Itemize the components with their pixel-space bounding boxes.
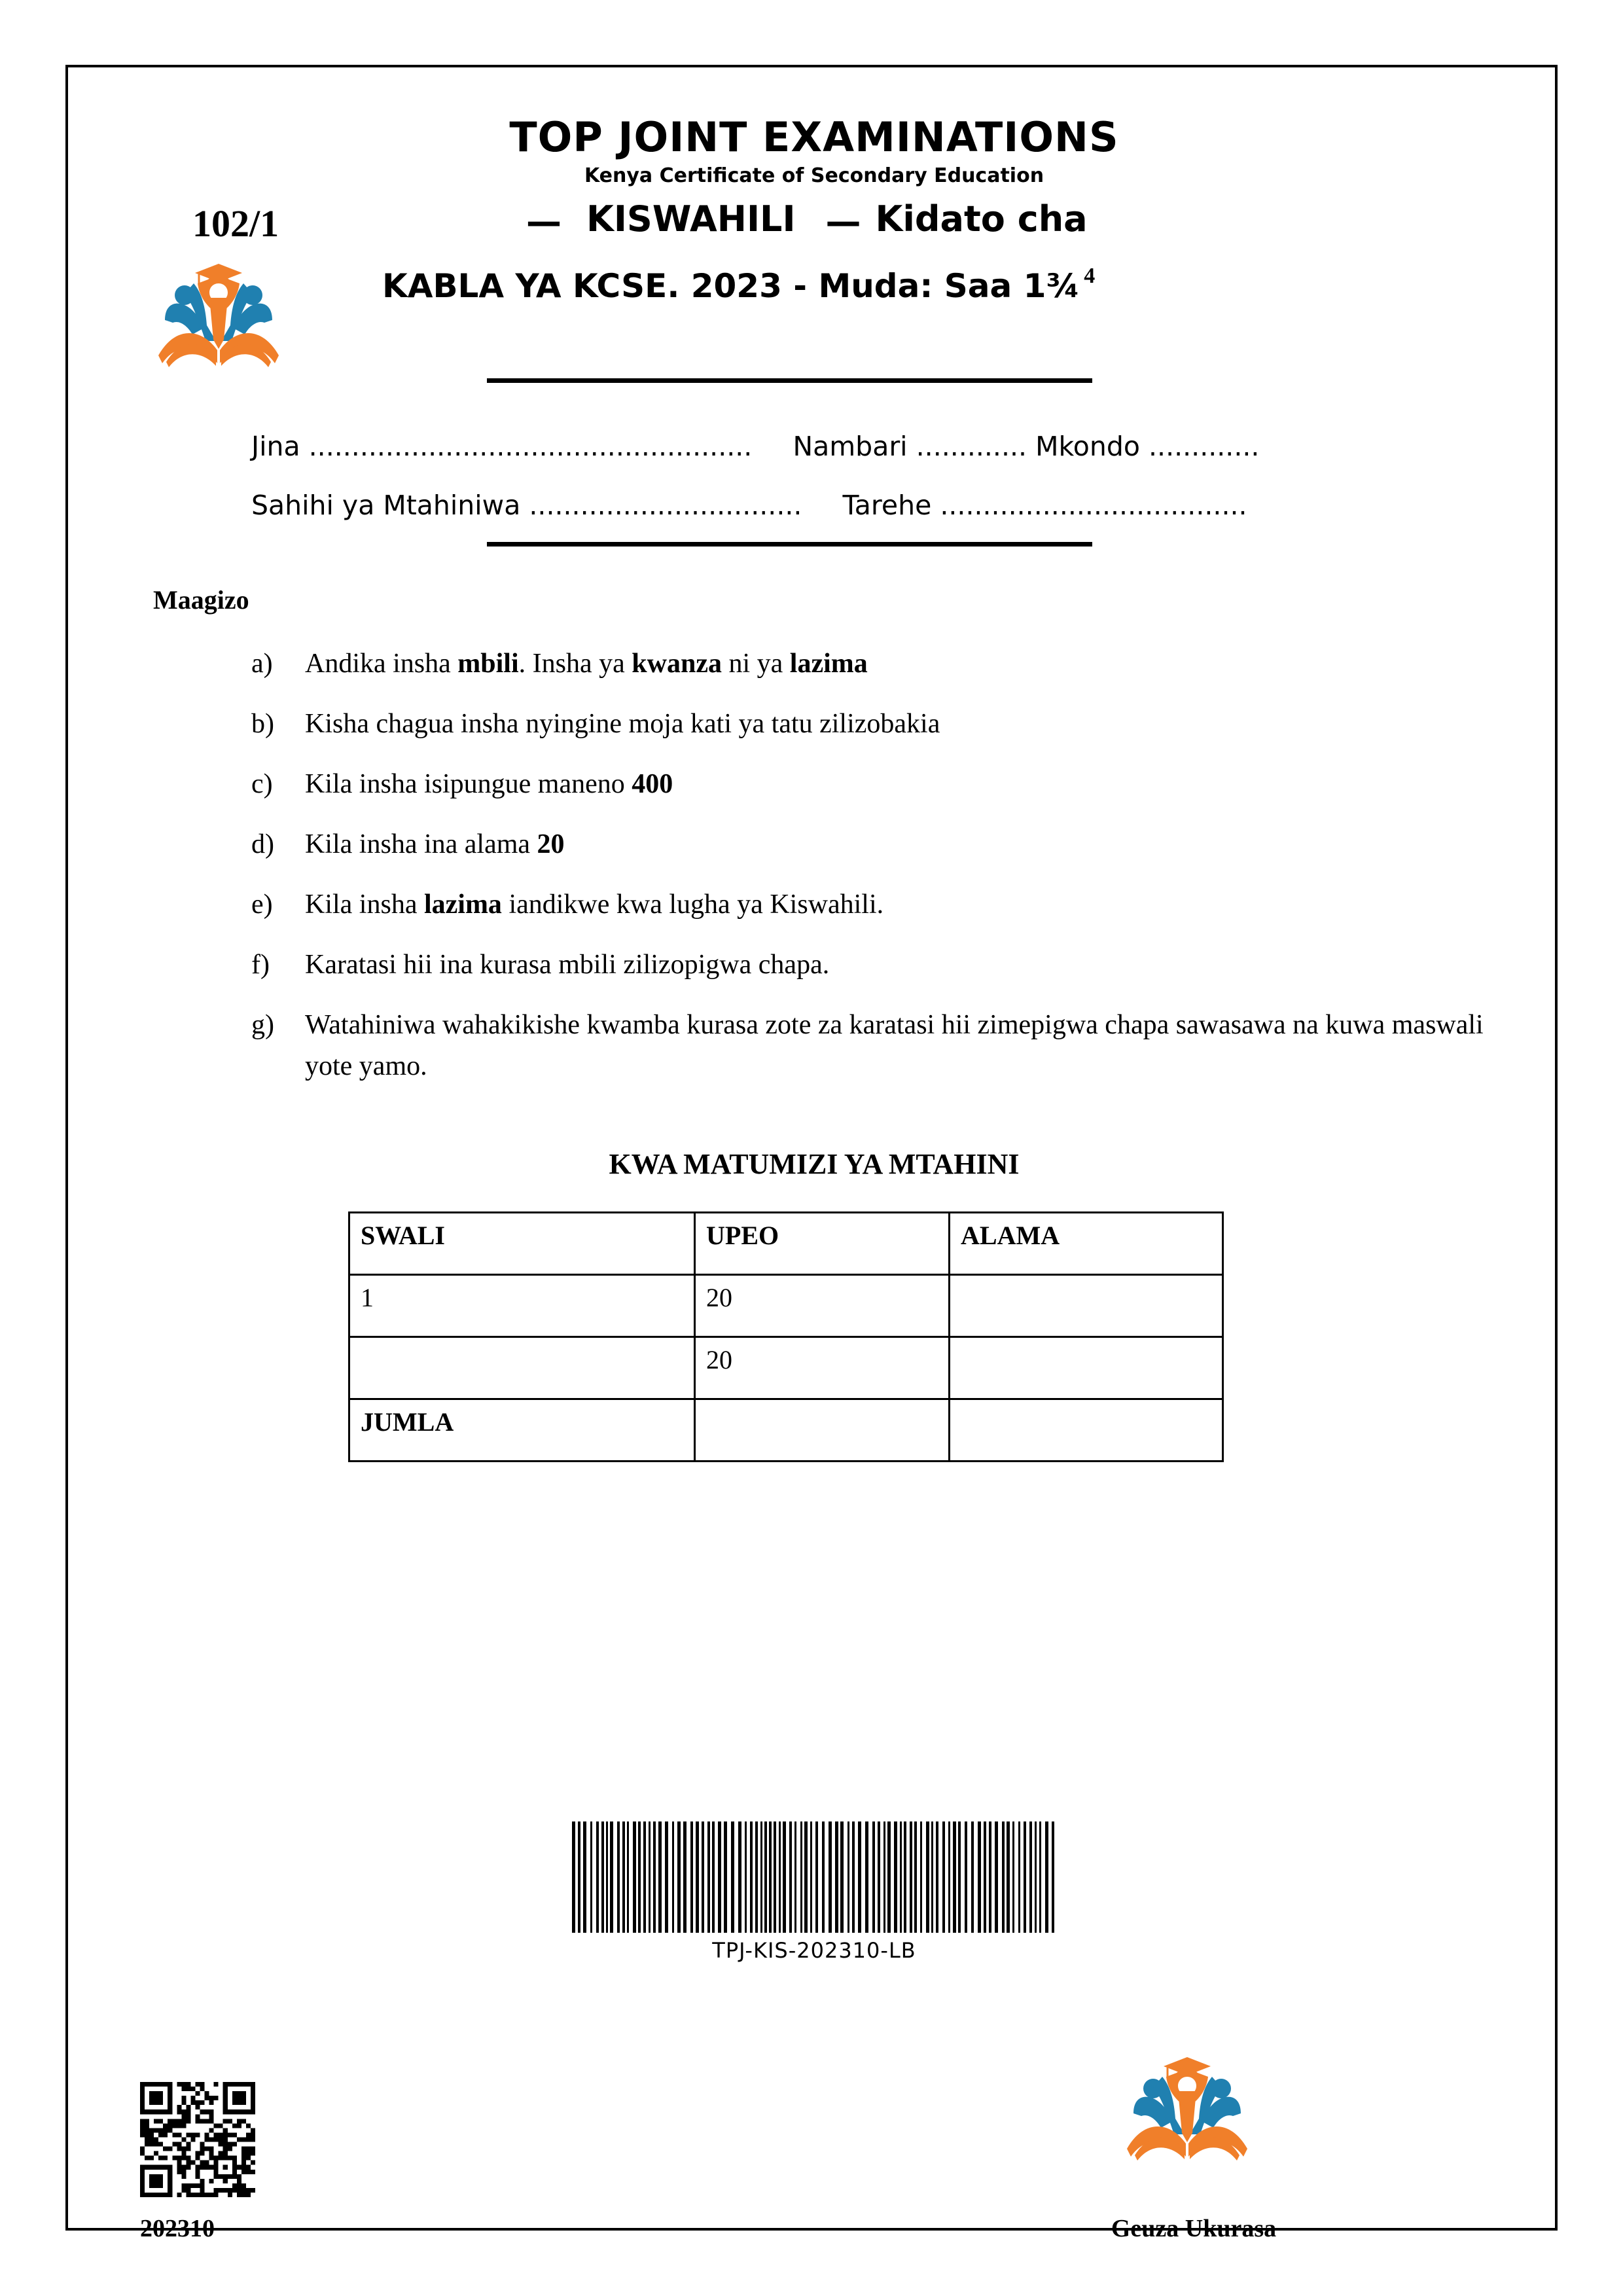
paper-code: 102/1: [192, 202, 279, 245]
marks-cell-upeo: 20: [695, 1275, 950, 1337]
instruction-marker: d): [251, 829, 274, 859]
instruction-marker: g): [251, 1010, 274, 1040]
dash-separator-left: —: [526, 200, 562, 242]
candidate-name-row[interactable]: [251, 431, 1429, 462]
instruction-marker: a): [251, 649, 273, 679]
marks-cell-swali: JUMLA: [349, 1399, 695, 1462]
number-label: Nambari: [793, 431, 908, 462]
instruction-item: [251, 944, 1514, 986]
number-input[interactable]: .............: [916, 431, 1027, 462]
exam-subtitle: Kenya Certificate of Secondary Education: [584, 164, 1044, 187]
column-header-upeo: UPEO: [695, 1213, 950, 1275]
name-input[interactable]: ....................................................: [308, 431, 753, 462]
subject-name: KISWAHILI: [586, 198, 796, 240]
table-header-row: [349, 1213, 1223, 1275]
instruction-item: [251, 704, 1514, 745]
instruction-item: [251, 824, 1514, 865]
signature-input[interactable]: ................................: [529, 490, 802, 521]
stream-input[interactable]: .............: [1149, 431, 1260, 462]
details-rule-bottom: [487, 542, 1092, 547]
marks-cell-swali: 1: [349, 1275, 695, 1337]
candidate-details-block: [68, 352, 1560, 565]
instruction-marker: b): [251, 709, 274, 739]
table-row: [349, 1399, 1223, 1462]
instruction-item: [251, 643, 1514, 685]
marks-cell-swali: [349, 1337, 695, 1399]
document-footer: [68, 2024, 1560, 2242]
instruction-list: [251, 643, 1514, 1106]
barcode-block: [68, 1821, 1560, 1963]
form-label: Kidato cha: [875, 198, 1088, 240]
exam-meta-line: [382, 264, 1095, 305]
instruction-marker: c): [251, 769, 273, 799]
page-border: [65, 65, 1558, 2242]
turn-over-label: Geuza Ukurasa: [1111, 2215, 1277, 2242]
dash-separator-right: —: [825, 200, 861, 242]
instruction-marker: f): [251, 950, 270, 980]
instruction-item: [251, 1005, 1514, 1087]
table-row: [349, 1275, 1223, 1337]
exam-meta-superscript: 4: [1084, 264, 1096, 288]
barcode-image: [572, 1821, 1056, 1933]
marks-cell-upeo: 20: [695, 1337, 950, 1399]
marks-cell-upeo: [695, 1399, 950, 1462]
footer-code: 202310: [140, 2215, 215, 2242]
instruction-text: Kila insha isipungue maneno 400: [305, 769, 673, 799]
instruction-text: Kisha chagua insha nyingine moja kati ya tatu zilizobakia: [305, 709, 940, 739]
document-header: [68, 67, 1560, 342]
marks-cell-alama[interactable]: [950, 1337, 1223, 1399]
name-label: Jina: [251, 431, 300, 462]
instruction-item: [251, 764, 1514, 805]
page-title: TOP JOINT EXAMINATIONS: [509, 113, 1119, 161]
subject-line: [526, 198, 1508, 242]
instruction-text: Kila insha lazima iandikwe kwa lugha ya Kiswahili.: [305, 889, 884, 920]
stream-label: Mkondo: [1035, 431, 1140, 462]
exam-meta-text: KABLA YA KCSE. 2023 - Muda: Saa 1¾: [382, 267, 1080, 305]
instruction-item: [251, 884, 1514, 925]
top-joint-examinations-logo: [1122, 2051, 1253, 2162]
instruction-text: Kila insha ina alama 20: [305, 829, 565, 859]
date-input[interactable]: ....................................: [940, 490, 1247, 521]
qr-code: [140, 2082, 255, 2197]
marks-cell-alama[interactable]: [950, 1399, 1223, 1462]
signature-label: Sahihi ya Mtahiniwa: [251, 490, 521, 521]
candidate-signature-row[interactable]: [251, 490, 1429, 521]
table-row: [349, 1337, 1223, 1399]
details-rule-top: [487, 378, 1092, 383]
examiner-use-heading: KWA MATUMIZI YA MTAHINI: [609, 1148, 1020, 1180]
column-header-swali: SWALI: [349, 1213, 695, 1275]
instruction-text: Andika insha mbili. Insha ya kwanza ni ya lazima: [305, 649, 868, 679]
date-label: Tarehe: [842, 490, 932, 521]
instruction-text: Watahiniwa wahakikishe kwamba kurasa zote za karatasi hii zimepigwa chapa sawasawa na kuwa maswali yote yamo.: [305, 1010, 1484, 1081]
column-header-alama: ALAMA: [950, 1213, 1223, 1275]
marks-table: [348, 1211, 1224, 1462]
marks-cell-alama[interactable]: [950, 1275, 1223, 1337]
instructions-heading: Maagizo: [153, 585, 249, 615]
instruction-marker: e): [251, 889, 273, 920]
instruction-text: Karatasi hii ina kurasa mbili zilizopigwa chapa.: [305, 950, 830, 980]
barcode-label: TPJ-KIS-202310-LB: [712, 1938, 916, 1963]
